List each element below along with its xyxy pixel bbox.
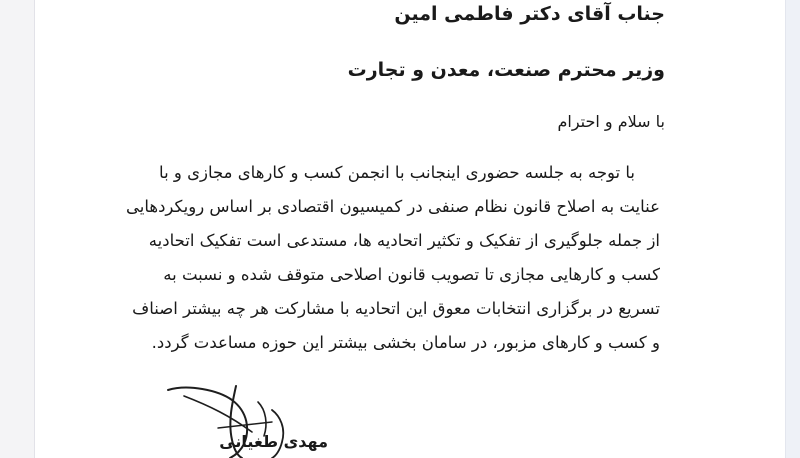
greeting: با سلام و احترام (557, 112, 665, 131)
addressee-title: وزیر محترم صنعت، معدن و تجارت (347, 59, 665, 81)
addressee-name: جناب آقای دکتر فاطمی امین (394, 3, 665, 25)
body-line-2: عنایت به اصلاح قانون نظام صنفی در کمیسیون اقتصادی بر اساس رویکردهایی (126, 197, 660, 216)
body-line-3: از جمله جلوگیری از تفکیک و تکثیر اتحادیه ها، مستدعی است تفکیک اتحادیه (148, 231, 660, 250)
left-margin (0, 0, 35, 458)
body-line-5: تسریع در برگزاری انتخابات معوق این اتحادیه با مشارکت هر چه بیشتر اصناف (132, 299, 660, 318)
right-margin (785, 0, 800, 458)
body-line-4: کسب و کارهایی مجازی تا تصویب قانون اصلاحی متوقف شده و نسبت به (163, 265, 660, 284)
body-line-6: و کسب و کارهای مزبور، در سامان بخشی بیشتر این حوزه مساعدت گردد. (151, 333, 660, 352)
body-line-1: با توجه به جلسه حضوری اینجانب با انجمن کسب و کارهای مجازی و با (159, 163, 635, 182)
signer-name: مهدی طغیانی (219, 432, 328, 451)
